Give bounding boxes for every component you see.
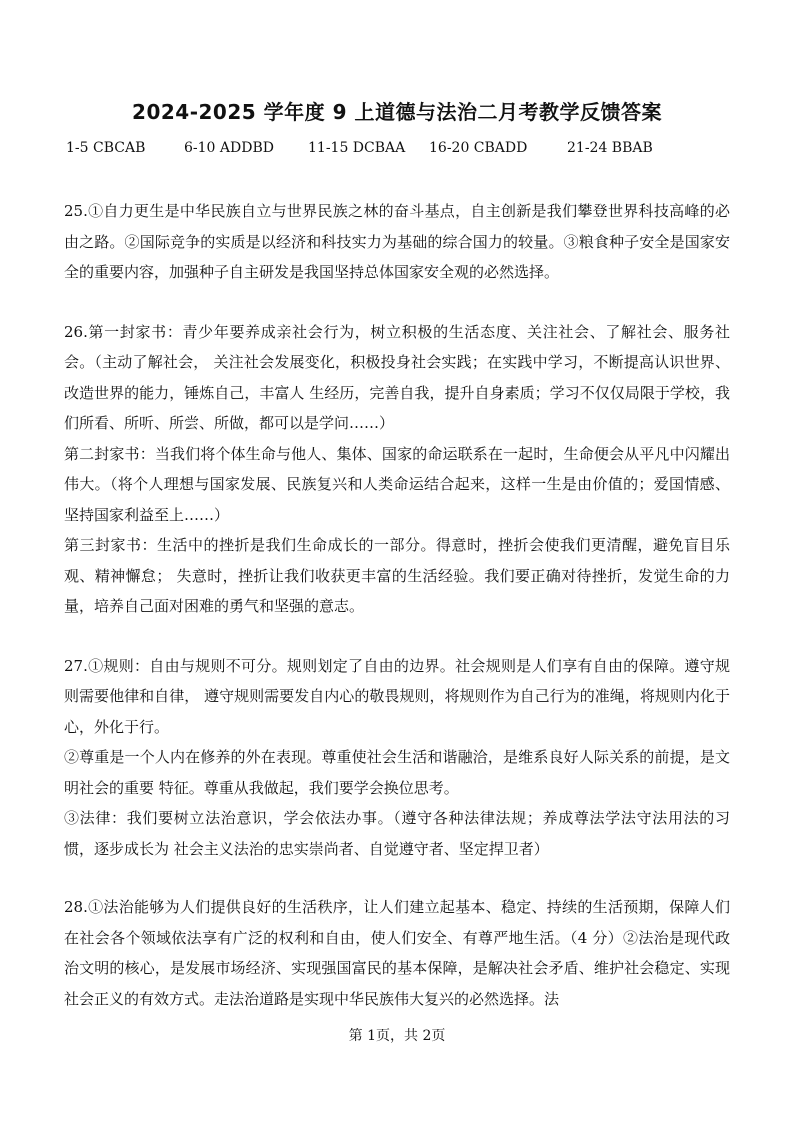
answer-key-11-15: 11-15 DCBAA [308,140,406,156]
page-footer: 第 1页，共 2页 [348,1028,446,1044]
answer-key-6-10: 6-10 ADDBD [184,140,274,156]
answer-key-row [66,140,746,160]
answer-key-21-24: 21-24 BBAB [567,140,653,156]
answer-q27-law: ③法律：我们要树立法治意识，学会依法办事。（遵守各种法律法规；养成尊法学法守法用法的习惯，逐步成长为 社会主义法治的忠实崇尚者、自觉遵守者、坚定捍卫者） [64,809,730,858]
document-title: 2024-2025 学年度 9 上道德与法治二月考教学反馈答案 [132,100,662,124]
answer-key-1-5: 1-5 CBCAB [66,140,146,156]
answer-body [64,196,730,1014]
answer-q25: 25.①自力更生是中华民族自立与世界民族之林的奋斗基点，自主创新是我们攀登世界科技高峰的必由之路。②国际竞争的实质是以经济和科技实力为基础的综合国力的较量。③粮食种子安全是国家安全的重要内容，加强种子自主研发是我国坚持总体国家安全观的必然选择。 [64,202,730,281]
answer-q26-letter-2: 第二封家书：当我们将个体生命与他人、集体、国家的命运联系在一起时，生命便会从平凡中闪耀出伟大。（将个人理想与国家发展、民族复兴和人类命运结合起来，这样一生是由价值的；爱国情感、坚持国家利益至上……） [64,444,730,524]
answer-key-16-20: 16-20 CBADD [429,140,528,156]
answer-q28: 28.①法治能够为人们提供良好的生活秩序，让人们建立起基本、稳定、持续的生活预期，保障人们在社会各个领域依法享有广泛的权利和自由，使人们安全、有尊严地生活。（4 分）②法治是现代政治文明的核心，是发展市场经济、实现强国富民的基本保障，是解决社会矛盾、维护社会稳定、实现社会正义的有效方式。走法治道路是实现中华民族伟大复兴的必然选择。法 [64,898,730,1008]
answer-q27-rules: 27.①规则：自由与规则不可分。规则划定了自由的边界。社会规则是人们享有自由的保障。遵守规则需要他律和自律， 遵守规则需要发自内心的敬畏规则，将规则作为自己行为的准绳，将规则内化于心，外化于行。 [64,656,730,736]
answer-q26-letter-1: 26.第一封家书：青少年要养成亲社会行为，树立积极的生活态度、关注社会、了解社会、服务社会。（主动了解社会， 关注社会发展变化，积极投身社会实践；在实践中学习，不断提高认识世界、改造世界的能力，锤炼自己，丰富人 生经历，完善自我，提升自身素质；学习不仅仅局限于学校，我们所看、所听、所尝、所做，都可以是学问……） [64,322,730,432]
answer-q27-respect: ②尊重是一个人内在修养的外在表现。尊重使社会生活和谐融洽，是维系良好人际关系的前提，是文明社会的重要 特征。尊重从我做起，我们要学会换位思考。 [64,748,730,797]
answer-q26-letter-3: 第三封家书：生活中的挫折是我们生命成长的一部分。得意时，挫折会使我们更清醒，避免盲目乐观、精神懈怠； 失意时，挫折让我们收获更丰富的生活经验。我们要正确对待挫折，发觉生命的力量，培养自己面对困难的勇气和坚强的意志。 [64,536,730,615]
